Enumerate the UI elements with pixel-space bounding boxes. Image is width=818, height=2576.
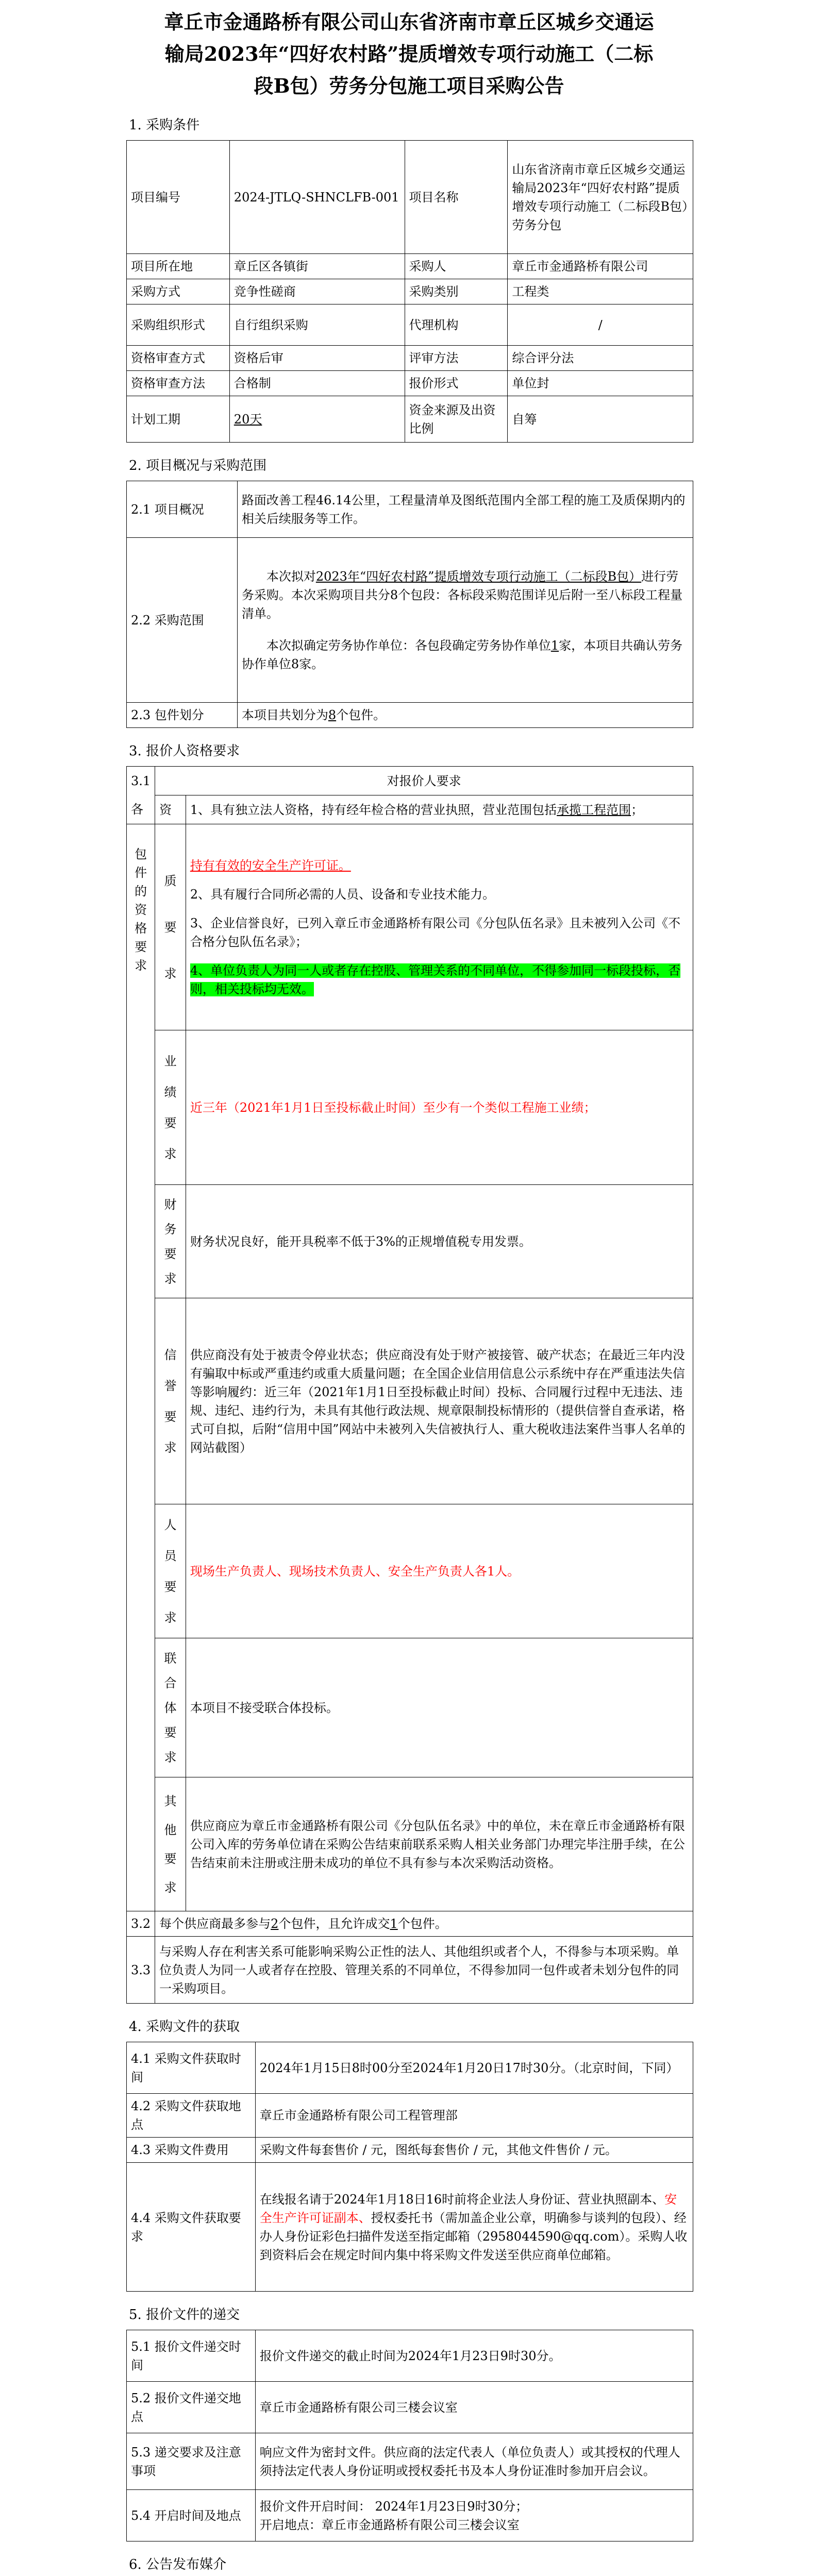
text: 2、具有履行合同所必需的人员、设备和专业技术能力。 — [190, 887, 495, 902]
cell-label: 项目编号 — [127, 141, 230, 254]
cell-label — [155, 1030, 186, 1185]
cell-label: 2.1 项目概况 — [127, 481, 238, 538]
section-6-heading: 6. 公告发布媒介 — [129, 2557, 227, 2572]
text: 承揽工程范围 — [557, 802, 631, 817]
cell-value: 现场生产负责人、现场技术负责人、安全生产负责人各1人。 — [186, 1504, 693, 1638]
cell-label — [127, 824, 155, 1911]
text: 每个供应商最多参与 — [159, 1917, 271, 1931]
cell-label: 评审方法 — [405, 346, 508, 371]
cell-label: 资格审查方式 — [127, 346, 230, 371]
text: 财务要求 — [164, 1197, 177, 1286]
cell-value: / — [508, 304, 693, 346]
cell-label: 4.1 采购文件获取时间 — [127, 2042, 256, 2094]
page-title — [0, 0, 818, 102]
cell-value — [237, 538, 693, 703]
cell-value: 供应商没有处于被责令停业状态；供应商没有处于财产被接管、破产状态；在最近三年内没有骗取中标或严重违约或重大质量问题；在全国企业信用信息公示系统中存在严重违法失信等影响履约：近三年（2021年1月1日至投标截止时间）投标、合同履行过程中无违法、违规、违纪、违约行为，未具有其他行政法规、规章限制投标情形的（提供信誉自查承诺，格式可自拟，后附“信用中国”网站中未被列入失信被执行人、重大税收违法案件当事人名单的网站截图） — [186, 1298, 693, 1504]
cell-label: 2.2 采购范围 — [127, 538, 238, 703]
cell-value: 供应商应为章丘市金通路桥有限公司《分包队伍名录》中的单位，未在章丘市金通路桥有限公司入库的劳务单位请在采购公告结束前联系采购人相关业务部门办理完毕注册手续，在公告结束前未注册或注册未成功的单位不具有参与本次采购活动资格。 — [186, 1777, 693, 1911]
section-1-heading: 1. 采购条件 — [129, 117, 200, 133]
text: 持有有效的安全生产许可证。 — [190, 858, 351, 873]
cell-value: 20天 — [229, 396, 405, 443]
cell-label — [155, 824, 186, 1030]
cell-label — [155, 1777, 186, 1911]
cell-label: 项目所在地 — [127, 254, 230, 279]
cell-value: 路面改善工程46.14公里，工程量清单及图纸范围内全部工程的施工及质保期内的相关后续服务等工作。 — [237, 481, 693, 538]
cell-label: 4.4 采购文件获取要求 — [127, 2163, 256, 2292]
cell-value: 自行组织采购 — [229, 304, 405, 346]
text: 3、企业信誉良好，已列入章丘市金通路桥有限公司《分包队伍名录》且未被列入公司《不合格分包队伍名录》； — [190, 916, 681, 949]
cell-label — [155, 1638, 186, 1777]
text: 1 — [550, 638, 559, 653]
cell-value: 合格制 — [229, 371, 405, 396]
project-overview-table — [126, 481, 693, 728]
cell-value: 山东省济南市章丘区城乡交通运输局2023年“四好农村路”提质增效专项行动施工（二标段B包）劳务分包 — [508, 141, 693, 254]
text: 联合体要求 — [164, 1651, 177, 1765]
text: 包件的资格要求 — [135, 847, 147, 973]
cell-value: 2024-JTLQ-SHNCLFB-001 — [229, 141, 405, 254]
cell-value: 章丘市金通路桥有限公司 — [508, 254, 693, 279]
text: 个包件，且允许成交 — [278, 1917, 390, 1931]
text: 本次拟确定劳务协作单位：各包段确定劳务协作单位 — [266, 638, 551, 653]
text: 授权委托书（需加盖企业公章，明确参与谈判的包段）、经办人身份证彩色扫描件发送至指定邮箱（2958044590@qq.com）。采购人收到资料后会在规定时间内集中将采购文件发送至供应商单位邮箱。 — [259, 2210, 688, 2262]
cell-value: 本项目不接受联合体投标。 — [186, 1638, 693, 1777]
cell-label: 采购方式 — [127, 279, 230, 304]
text: 2023年“四好农村路”提质增效专项行动施工（二标段B包） — [315, 569, 642, 584]
text: 2 — [271, 1917, 279, 1931]
cell-label: 计划工期 — [127, 396, 230, 443]
section-5-heading: 5. 报价文件的递交 — [129, 2307, 240, 2323]
cell-value: 章丘市金通路桥有限公司工程管理部 — [255, 2094, 693, 2138]
text: 本次拟对 — [266, 569, 316, 584]
cell-label: 5.1 报价文件递交时间 — [127, 2330, 256, 2382]
cell-number: 3.2 — [127, 1911, 155, 1937]
submit-documents-table — [126, 2330, 693, 2541]
cell-label — [155, 1298, 186, 1504]
text: 家，本项目共确认劳务协作单位8家。 — [241, 638, 683, 671]
cell-value — [155, 1911, 693, 1937]
cell-value: 综合评分法 — [508, 346, 693, 371]
cell-value — [237, 703, 693, 728]
title-line-2: 输局2023年“四好农村路”提质增效专项行动施工（二标 — [164, 42, 654, 65]
cell-label: 采购组织形式 — [127, 304, 230, 346]
text: 报价文件开启时间： — [259, 2499, 371, 2514]
section-2-heading: 2. 项目概况与采购范围 — [129, 458, 267, 473]
obtain-documents-table — [126, 2042, 693, 2292]
cell-value: 响应文件为密封文件。供应商的法定代表人（单位负责人）或其授权的代理人须持法定代表人身份证明或授权委托书及本人身份证准时参加开启会议。 — [255, 2433, 693, 2490]
cell-value: 财务状况良好，能开具税率不低于3%的正规增值税专用发票。 — [186, 1185, 693, 1298]
cell-value — [186, 795, 693, 824]
cell-number: 3.3 — [127, 1937, 155, 2004]
cell-label: 5.3 递交要求及注意事项 — [127, 2433, 256, 2490]
qualification-table — [126, 766, 693, 2004]
cell-value: 与采购人存在利害关系可能影响采购公正性的法人、其他组织或者个人，不得参与本项采购。单位负责人为同一人或者存在控股、管理关系的不同单位，不得参加同一包件或者未划分包件的同一采购项目。 — [155, 1937, 693, 2004]
text: 开启地点：章丘市金通路桥有限公司三楼会议室 — [259, 2517, 520, 2532]
title-line-3: 段B包）劳务分包施工项目采购公告 — [254, 74, 564, 97]
text: 要 — [164, 920, 177, 935]
cell-value: 2024年1月15日8时00分至2024年1月20日17时30分。（北京时间，下同） — [255, 2042, 693, 2094]
cell-label: 5.2 报价文件递交地点 — [127, 2382, 256, 2433]
cell-value: 报价文件递交的截止时间为2024年1月23日9时30分。 — [255, 2330, 693, 2382]
text: 4、单位负责人为同一人或者存在控股、管理关系的不同单位，不得参加同一标段投标，否则，相关投标均无效。 — [190, 963, 681, 996]
text: 8 — [328, 708, 337, 722]
text: 在线报名请于2024年1月18日16时前将企业法人身份证、营业执照副本、 — [259, 2192, 665, 2207]
cell-label: 采购类别 — [405, 279, 508, 304]
section-3-heading: 3. 报价人资格要求 — [129, 743, 240, 759]
text: 1 — [390, 1917, 398, 1931]
cell-label: 2.3 包件划分 — [127, 703, 238, 728]
cell-value: 竞争性磋商 — [229, 279, 405, 304]
section-4-heading: 4. 采购文件的获取 — [129, 2019, 240, 2035]
cell-label: 5.4 开启时间及地点 — [127, 2490, 256, 2541]
cell-number: 3.1 — [127, 767, 155, 795]
text: 人员要求 — [164, 1517, 177, 1625]
cell-label — [155, 1185, 186, 1298]
text: ； — [631, 802, 644, 817]
cell-label: 资金来源及出资比例 — [405, 396, 508, 443]
text: 求 — [164, 966, 177, 981]
cell-label: 项目名称 — [405, 141, 508, 254]
cell-value: 近三年（2021年1月1日至投标截止时间）至少有一个类似工程施工业绩； — [186, 1030, 693, 1185]
cell-value — [255, 2490, 693, 2541]
cell-label: 报价形式 — [405, 371, 508, 396]
text: 信誉要求 — [164, 1347, 177, 1455]
cell-label: 代理机构 — [405, 304, 508, 346]
cell-value: 章丘市金通路桥有限公司三楼会议室 — [255, 2382, 693, 2433]
cell-value: 自筹 — [508, 396, 693, 443]
cell-value: 单位封 — [508, 371, 693, 396]
cell-value: 资格后审 — [229, 346, 405, 371]
cell-value — [255, 2163, 693, 2292]
text: 业绩要求 — [164, 1054, 177, 1161]
cell-label: 资 — [155, 795, 186, 824]
text: 个包件。 — [397, 1917, 447, 1931]
text: 质 — [164, 873, 177, 888]
text: 1、具有独立法人资格，持有经年检合格的营业执照，营业范围包括 — [190, 802, 557, 817]
cell-label: 4.2 采购文件获取地点 — [127, 2094, 256, 2138]
title-line-1: 章丘市金通路桥有限公司山东省济南市章丘区城乡交通运 — [164, 10, 654, 33]
procurement-conditions-table — [126, 140, 693, 443]
cell-label — [155, 1504, 186, 1638]
cell-label: 采购人 — [405, 254, 508, 279]
cell-value: 采购文件每套售价 / 元，图纸每套售价 / 元，其他文件售价 / 元。 — [255, 2138, 693, 2163]
cell-label: 资格审查方法 — [127, 371, 230, 396]
cell-label: 4.3 采购文件费用 — [127, 2138, 256, 2163]
text: 进行劳务采购。本次采购项目共分8个包段：各标段采购范围详见后附一至八标段工程量清单。 — [241, 569, 683, 621]
cell-heading: 对报价人要求 — [155, 767, 693, 795]
cell-label: 各 — [127, 795, 155, 824]
text: 安全生产许可证副本、 — [259, 2192, 677, 2225]
cell-value: 工程类 — [508, 279, 693, 304]
text: 其他要求 — [164, 1793, 177, 1895]
cell-value: 章丘区各镇街 — [229, 254, 405, 279]
cell-value — [186, 824, 693, 1030]
text: 本项目共划分为 — [241, 708, 328, 722]
text: 2024年1月23日9时30分； — [375, 2499, 528, 2514]
text: 个包件。 — [336, 708, 386, 722]
